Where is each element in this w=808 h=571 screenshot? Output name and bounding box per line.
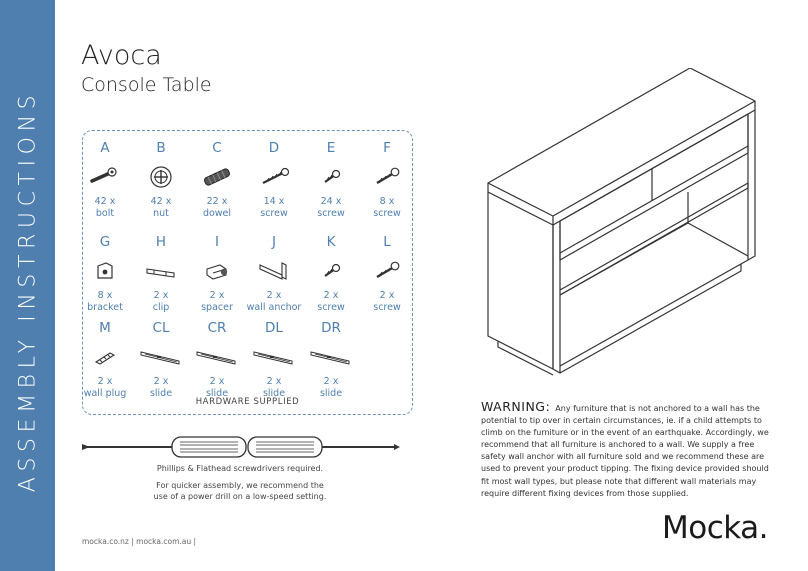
warning-text: Any furniture that is not anchored to a wall has the potential to tip over in certain circumstances, ie. if a child attempts to climb on the furniture or in the event of an earthquake. Accordingly, we recommend that all furniture is anchored to a wall. We supply a free safety wall anchor with all furniture sold and we recommend these are used to prevent your product tipping. The fixing device provided should fit most wall types, but please note that different wall materials may require different fixing devices from those supplied. (481, 404, 769, 498)
part-code: I (215, 234, 219, 250)
product-subtitle: Console Table (81, 74, 212, 96)
clip-icon (130, 252, 192, 290)
part-name: screw (260, 208, 288, 219)
part-name: clip (152, 302, 170, 313)
part-code: F (383, 140, 391, 156)
hardware-item-cr (186, 320, 248, 400)
part-name: slide (205, 388, 229, 399)
part-name: dowel (202, 208, 232, 219)
hardware-item-k (300, 234, 362, 314)
part-code: D (268, 140, 280, 156)
sidebar-title: ASSEMBLY INSTRUCTIONS (15, 89, 41, 493)
part-quantity: 2 x (379, 290, 395, 301)
part-quantity: 2 x (323, 290, 339, 301)
part-quantity: 2 x (323, 376, 339, 387)
part-quantity: 22 x (206, 196, 228, 207)
part-quantity: 42 x (150, 196, 172, 207)
hardware-item-b (130, 140, 192, 220)
hardware-item-dl (243, 320, 305, 400)
drill-line-1: For quicker assembly, we recommend the (156, 481, 324, 490)
part-name: bolt (95, 208, 115, 219)
part-quantity: 2 x (209, 290, 225, 301)
part-name: nut (153, 208, 169, 219)
mocka-logo: Mocka. (662, 510, 769, 546)
hardware-item-j (243, 234, 305, 314)
part-code: B (156, 140, 166, 156)
part-name: spacer (201, 302, 233, 313)
spacer-icon (186, 252, 248, 290)
part-quantity: 8 x (379, 196, 395, 207)
part-code: M (99, 320, 111, 336)
medium-screw-icon (356, 252, 418, 290)
short-screw-icon (300, 158, 362, 196)
warning-heading: WARNING: (481, 399, 551, 414)
drawer-slide-icon (130, 338, 192, 376)
part-code: C (212, 140, 222, 156)
medium-screw-icon (356, 158, 418, 196)
hardware-item-g (74, 234, 136, 314)
hardware-item-d (243, 140, 305, 220)
part-quantity: 2 x (266, 290, 282, 301)
part-quantity: 2 x (97, 376, 113, 387)
wall-anchor-icon (243, 252, 305, 290)
part-quantity: 14 x (263, 196, 285, 207)
hardware-item-h (130, 234, 192, 314)
hardware-item-f (356, 140, 418, 220)
hardware-item-l (356, 234, 418, 314)
part-name: screw (373, 208, 401, 219)
console-table-illustration (480, 68, 780, 380)
part-name: bracket (87, 302, 123, 313)
part-name: wall anchor (246, 302, 302, 313)
hardware-item-i (186, 234, 248, 314)
part-quantity: 2 x (209, 376, 225, 387)
part-name: screw (373, 302, 401, 313)
part-code: E (326, 140, 336, 156)
part-name: wall plug (83, 388, 127, 399)
part-code: H (155, 234, 167, 250)
part-code: J (272, 234, 276, 250)
cam-nut-icon (130, 158, 192, 196)
hardware-item-dr (300, 320, 362, 400)
drill-recommendation (90, 480, 390, 502)
part-quantity: 2 x (266, 376, 282, 387)
part-quantity: 8 x (97, 290, 113, 301)
hardware-item-e (300, 140, 362, 220)
part-name: slide (319, 388, 343, 399)
part-quantity: 2 x (153, 376, 169, 387)
drawer-slide-icon (243, 338, 305, 376)
dowel-icon (186, 158, 248, 196)
drawer-slide-icon (186, 338, 248, 376)
part-name: slide (262, 388, 286, 399)
part-code: A (100, 140, 110, 156)
drill-line-2: use of a power drill on a low-speed setting. (153, 492, 327, 501)
part-code: G (99, 234, 111, 250)
part-code: DR (321, 320, 341, 336)
part-name: screw (317, 208, 345, 219)
hardware-item-m (74, 320, 136, 400)
part-name: screw (317, 302, 345, 313)
part-name: slide (149, 388, 173, 399)
product-title: Avoca (81, 40, 162, 71)
part-quantity: 2 x (153, 290, 169, 301)
hardware-caption: HARDWARE SUPPLIED (195, 397, 300, 407)
part-code: K (326, 234, 336, 250)
drawer-slide-icon (300, 338, 362, 376)
hardware-item-a (74, 140, 136, 220)
wall-plug-icon (74, 338, 136, 376)
part-code: DL (265, 320, 283, 336)
screwdrivers-icon (82, 434, 402, 460)
part-quantity: 24 x (320, 196, 342, 207)
part-code: L (383, 234, 391, 250)
part-quantity: 42 x (94, 196, 116, 207)
footer-links: mocka.co.nz | mocka.com.au | (82, 537, 197, 546)
warning-section (481, 401, 771, 500)
hardware-item-c (186, 140, 248, 220)
bracket-icon (74, 252, 136, 290)
tools-required-note: Phillips & Flathead screwdrivers required. (156, 464, 324, 473)
part-code: CL (152, 320, 170, 336)
long-screw-icon (243, 158, 305, 196)
bolt-icon (74, 158, 136, 196)
sidebar-band (0, 0, 55, 571)
part-code: CR (207, 320, 227, 336)
hardware-item-cl (130, 320, 192, 400)
short-screw-icon (300, 252, 362, 290)
